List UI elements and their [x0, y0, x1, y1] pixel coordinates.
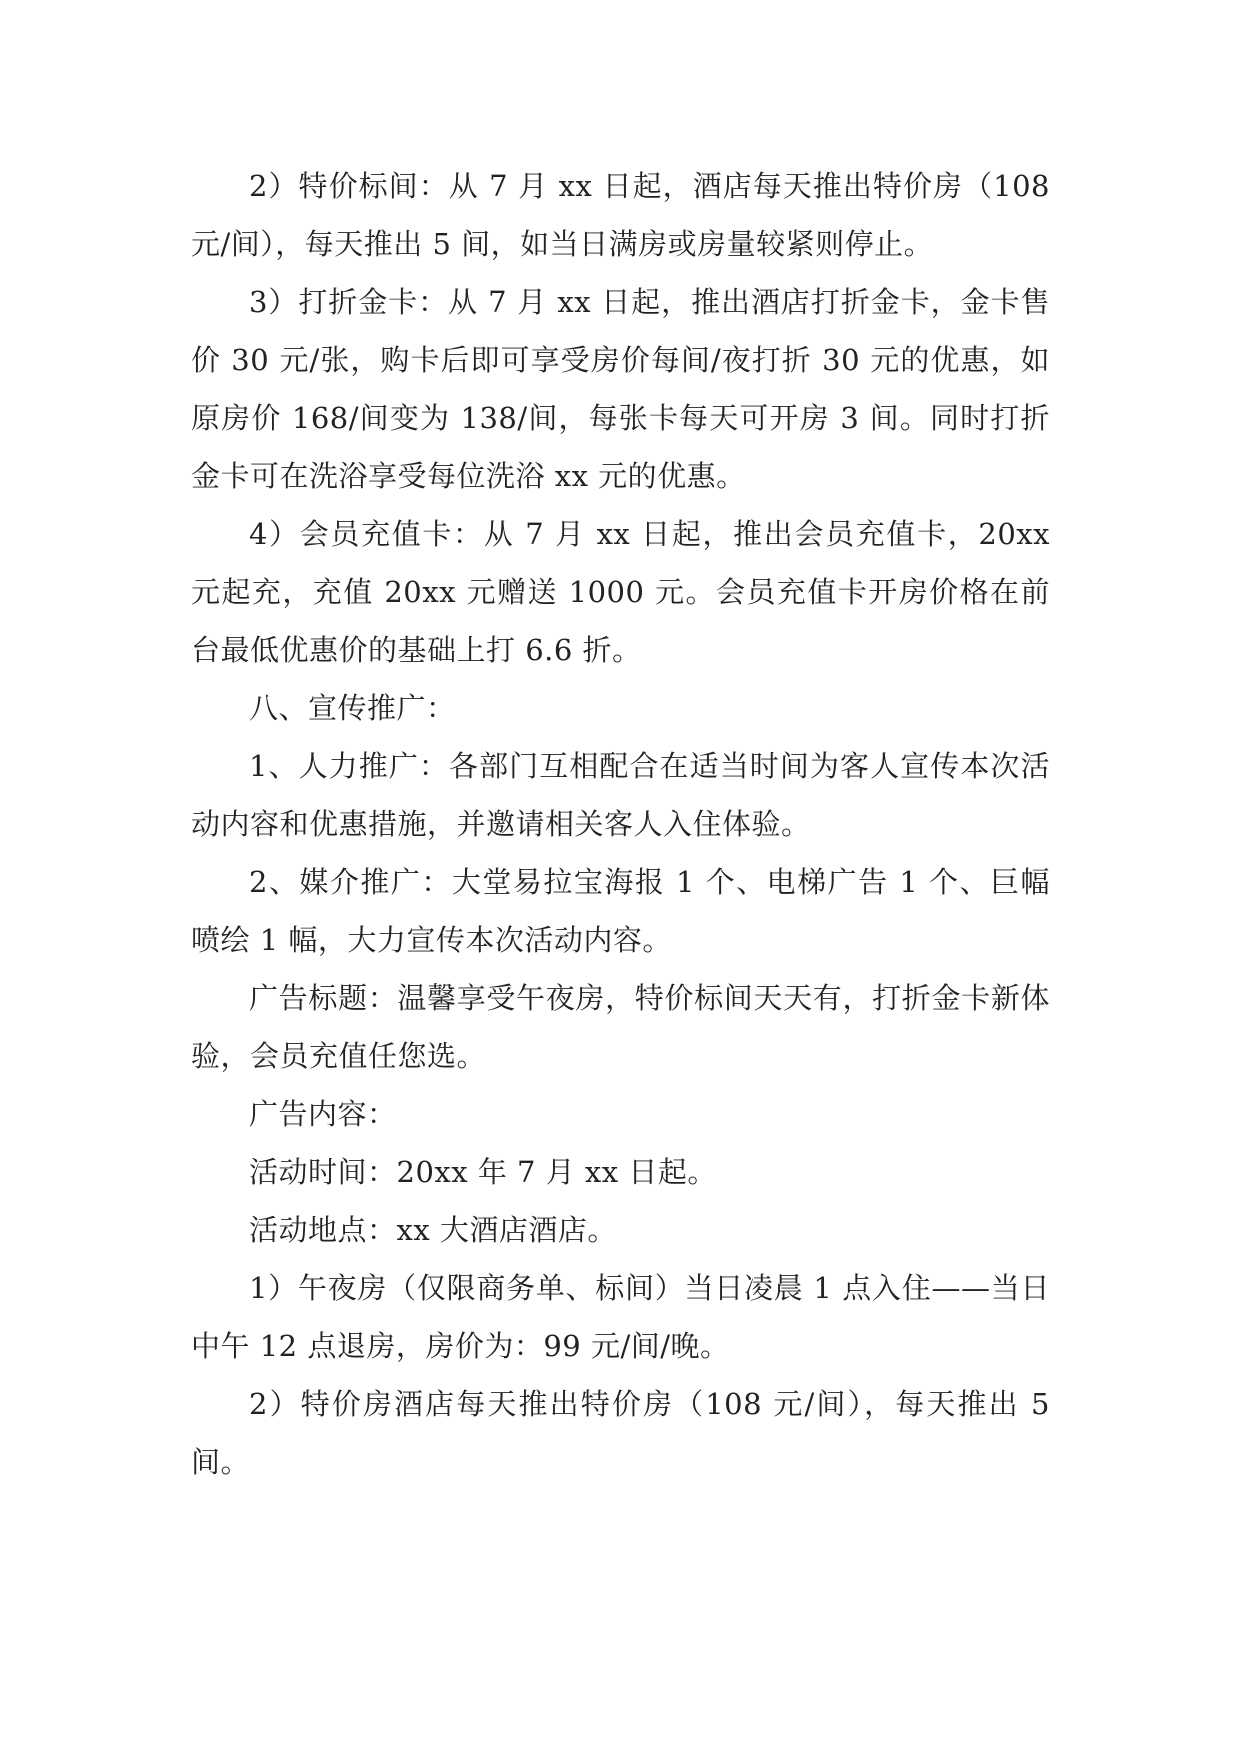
paragraph-event-time: 活动时间：20xx 年 7 月 xx 日起。	[249, 1155, 717, 1189]
paragraph-midnight-room: 1）午夜房（仅限商务单、标间）当日凌晨 1 点入住——当日中午 12 点退房，房价为：99 元/间/晚。	[191, 1271, 1050, 1363]
paragraph-ad-content-label: 广告内容：	[249, 1097, 397, 1131]
paragraph-member-recharge-card: 4）会员充值卡：从 7 月 xx 日起，推出会员充值卡，20xx 元起充，充值 20xx 元赠送 1000 元。会员充值卡开房价格在前台最低优惠价的基础上打 6.6 折。	[191, 517, 1050, 667]
paragraph-media-promotion: 2、媒介推广：大堂易拉宝海报 1 个、电梯广告 1 个、巨幅喷绘 1 幅，大力宣传本次活动内容。	[191, 865, 1050, 957]
paragraph-special-price-room: 2）特价房酒店每天推出特价房（108 元/间），每天推出 5 间。	[191, 1387, 1050, 1479]
paragraph-discount-gold-card: 3）打折金卡：从 7 月 xx 日起，推出酒店打折金卡，金卡售价 30 元/张，购卡后即可享受房价每间/夜打折 30 元的优惠，如原房价 168/间变为 138/间，每张卡每天可开房 3 间。同时打折金卡可在洗浴享受每位洗浴 xx 元的优惠。	[191, 285, 1050, 493]
paragraph-staff-promotion: 1、人力推广：各部门互相配合在适当时间为客人宣传本次活动内容和优惠措施，并邀请相关客人入住体验。	[191, 749, 1050, 841]
document-page	[191, 157, 1050, 1491]
paragraph-event-location: 活动地点：xx 大酒店酒店。	[249, 1213, 617, 1247]
paragraph-ad-title: 广告标题：温馨享受午夜房，特价标间天天有，打折金卡新体验，会员充值任您选。	[191, 981, 1050, 1073]
paragraph-special-standard-room: 2）特价标间：从 7 月 xx 日起，酒店每天推出特价房（108 元/间），每天推出 5 间，如当日满房或房量较紧则停止。	[191, 169, 1050, 261]
section-heading-promotion: 八、宣传推广：	[249, 691, 456, 725]
